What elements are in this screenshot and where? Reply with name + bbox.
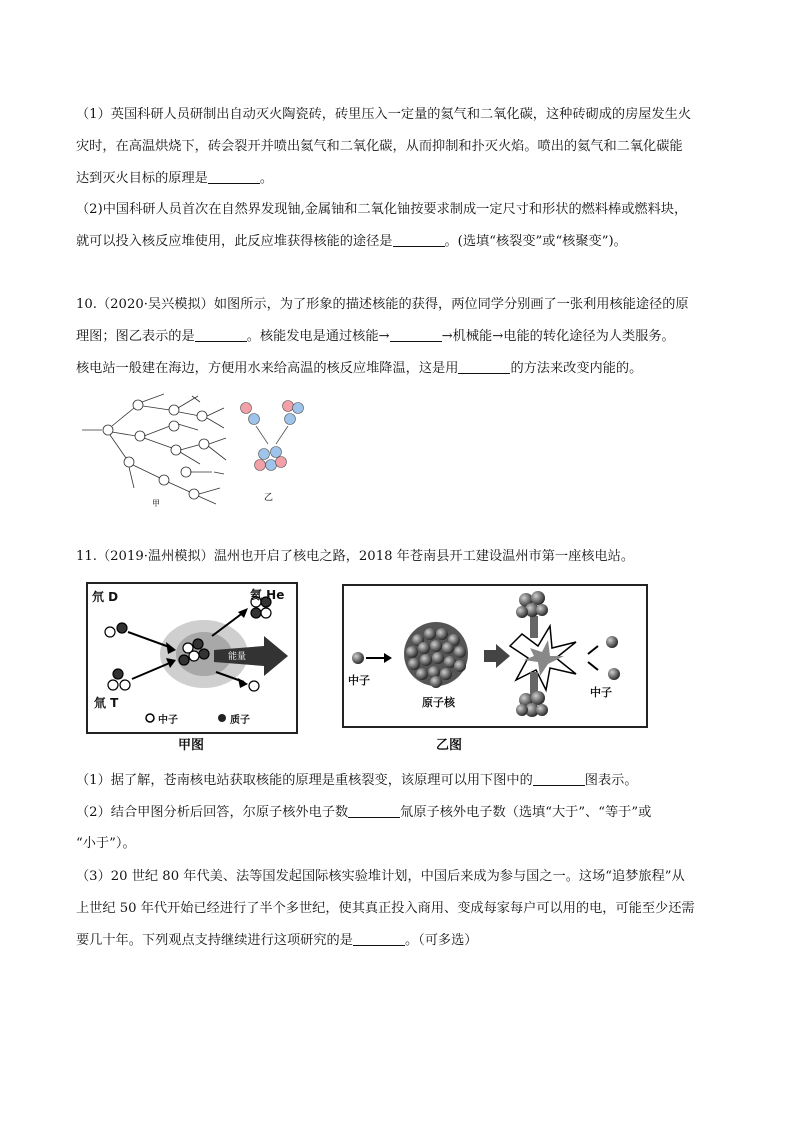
q10-line2 (76, 328, 726, 346)
answer-blank[interactable] (393, 234, 445, 247)
released-neutron (608, 668, 620, 680)
answer-blank[interactable] (458, 361, 510, 374)
fission-fragment-top (516, 591, 548, 618)
q9-p1-text: 达到灭火目标的原理是 (76, 171, 208, 186)
fig-right-caption: 乙图 (436, 738, 463, 753)
q9-p2-line2 (76, 233, 726, 251)
fig-left-caption: 甲图 (178, 738, 205, 753)
deuterium-nucleus (105, 623, 127, 637)
q10-text-a: 理图；图乙表示的是 (76, 329, 195, 344)
q9-p1-line3 (76, 170, 726, 188)
answer-blank[interactable] (390, 329, 442, 342)
q11-s1-text: （1）据了解，苍南核电站获取核能的原理是重核裂变，该原理可以用下图中的 (76, 773, 533, 788)
q11-s3-line2: 上世纪 50 年代开始已经进行了半个多世纪，使其真正投入商用、变成每家每户可以用的电，可能至少还需 (76, 901, 695, 916)
answer-blank[interactable] (533, 773, 585, 786)
neutron-legend-icon (146, 714, 154, 722)
proton-legend-label: 质子 (230, 715, 250, 726)
q9-p1-end: 。 (259, 171, 274, 186)
q10-line3 (76, 360, 726, 378)
q11-s2-text: （2）结合甲图分析后回答，尔原子核外电子数 (76, 805, 349, 820)
fission-figure (342, 584, 648, 728)
neutron-left-label: 中子 (348, 674, 370, 687)
q9-p2-end: 。(选填“核裂变”或“核聚变”)。 (444, 234, 627, 249)
answer-blank[interactable] (195, 329, 247, 342)
deuterium-label: 氘 D (92, 590, 119, 604)
q10-line1: 10.（2020·吴兴模拟）如图所示，为了形象的描述核能的获得，两位同学分别画了一张利用核能途径的原 (76, 297, 689, 312)
q11-s3-end: 。（可多选） (404, 933, 478, 948)
q10-figure (74, 388, 334, 508)
q11-s1-end: 图表示。 (584, 773, 638, 788)
q9-p2-text: 就可以投入核反应堆使用，此反应堆获得核能的途径是 (76, 234, 393, 249)
q9-p2-line1: （2)中国科研人员首次在自然界发现铀,金属铀和二氧化铀按要求制成一定尺寸和形状的燃料棒或燃料块， (76, 202, 688, 217)
tritium-label: 氚 T (94, 696, 119, 710)
q11-s2 (76, 804, 726, 822)
energy-arrow-text: 能量 (228, 652, 247, 662)
q11-s3-line1: （3）20 世纪 80 年代美、法等国发起国际核实验堆计划，中国后来成为参与国之一。这场“追梦旅程”从 (76, 869, 685, 884)
q11-s2-cont: “小于”）。 (76, 836, 136, 851)
helium-label: 氦 He (250, 588, 285, 602)
q11-s3-text: 要几十年。下列观点支持继续进行这项研究的是 (76, 933, 353, 948)
neutron-right-label: 中子 (590, 686, 612, 699)
nucleus-circle (103, 425, 113, 435)
answer-blank[interactable] (208, 171, 260, 184)
fig-jia-label: 甲 (152, 499, 160, 508)
q11-s3-line3 (76, 932, 726, 950)
atomic-nucleus (404, 622, 468, 688)
q9-p1-line2: 灾时，在高温烘烧下，砖会裂开并喷出氦气和二氧化碳，从而抑制和扑灭火焰。喷出的氦气和二氧化碳能 (76, 139, 683, 154)
q10-text-d: 核电站一般建在海边，方便用水来给高温的核反应堆降温，这是用 (76, 361, 459, 376)
q11-line1: 11.（2019·温州模拟）温州也开启了核电之路，2018 年苍南县开工建设温州市第一座核电站。 (76, 549, 635, 564)
answer-blank[interactable] (348, 805, 400, 818)
fission-fragment-bottom (516, 691, 548, 717)
q9-p1-line1: （1）英国科研人员研制出自动灭火陶瓷砖，砖里压入一定量的氦气和二氧化碳，这种砖砌成的房屋发生火 (76, 107, 692, 122)
answer-blank[interactable] (353, 933, 405, 946)
incoming-neutron (352, 652, 364, 664)
fusion-figure (86, 582, 298, 734)
q11-s2-end: 氚原子核外电子数（选填“大于”、“等于”或 (400, 805, 652, 820)
q10-text-e: 的方法来改变内能的。 (510, 361, 643, 376)
reaction-arrow (484, 644, 510, 668)
fusion-diagram (241, 401, 304, 471)
tritium-nucleus (108, 669, 130, 690)
q11-s1 (76, 772, 726, 790)
q10-text-c: →机械能→电能的转化途径为人类服务。 (441, 329, 675, 344)
q10-text-b: 。核能发电是通过核能→ (246, 329, 390, 344)
chain-reaction-diagram (82, 394, 226, 504)
nucleus-label: 原子核 (422, 696, 455, 709)
fig-yi-label: 乙 (264, 493, 274, 503)
neutron-legend-label: 中子 (158, 715, 178, 726)
released-neutron (606, 636, 618, 648)
proton-legend-icon (218, 714, 226, 722)
